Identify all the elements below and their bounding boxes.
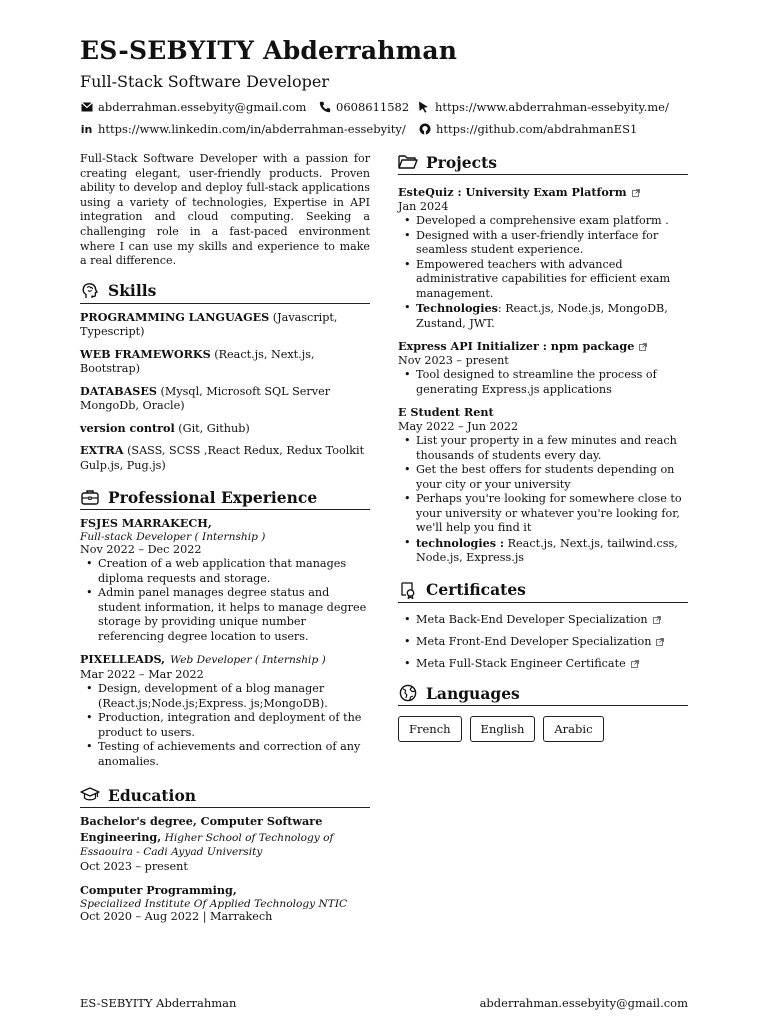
list-item	[410, 657, 688, 672]
education-entry	[80, 883, 370, 924]
phone-text: 0608611582	[336, 100, 410, 114]
skill-item: DATABASES (Mysql, Microsoft SQL Server MongoDb, Oracle)	[80, 383, 331, 413]
email-text: abderrahman.essebyity@gmail.com	[98, 100, 307, 114]
list-item: • Production, integration and deployment of the product to users.	[92, 711, 370, 740]
skill-item: WEB FRAMEWORKS (React.js, Next.js, Bootstrap)	[80, 346, 315, 376]
skill-item: version control (Git, Github)	[80, 420, 250, 435]
list-item	[410, 301, 688, 331]
skills-section-header	[80, 281, 370, 304]
certificate-name[interactable]: Meta Full-Stack Engineer Certificate	[416, 656, 626, 670]
right-column	[398, 152, 688, 742]
candidate-name: ES-SEBYITY Abderrahman	[80, 36, 458, 65]
github-icon	[418, 123, 431, 136]
languages-section-header	[398, 683, 688, 706]
external-link-icon[interactable]	[639, 343, 647, 351]
list-item: • Empowered teachers with advanced administrative capabilities for efficient exam management.	[410, 258, 688, 302]
list-item: • Testing of achievements and correction of any anomalies.	[92, 740, 370, 769]
experience-section-header	[80, 487, 370, 510]
project-entry	[398, 185, 688, 331]
list-item	[410, 613, 688, 628]
project-entry	[398, 339, 688, 397]
education-school: Specialized Institute Of Applied Technology NTIC	[80, 897, 348, 910]
skills-title: Skills	[108, 281, 157, 301]
project-name[interactable]: Express API Initializer : npm package	[398, 339, 635, 353]
job-bullets	[80, 557, 370, 644]
languages-title: Languages	[426, 683, 520, 703]
education-entry	[80, 814, 370, 874]
tech-value: React.js, Next.js, tailwind.css, Node.js, Express.js	[416, 536, 678, 564]
language-badge: French	[398, 716, 462, 742]
list-item: • Design, development of a blog manager (React.js;Node.js;Express. js;MongoDB).	[92, 682, 370, 711]
list-item: • Admin panel manages degree status and student information, it helps to manage degree storage by providing unique number referencing degree location to users.	[92, 586, 370, 644]
phone-contact[interactable]	[318, 100, 409, 114]
certificate-list	[398, 613, 688, 672]
certificate-name[interactable]: Meta Front-End Developer Specialization	[416, 634, 652, 648]
email-contact[interactable]	[80, 100, 306, 114]
education-degree: Bachelor's degree, Computer Software Engineering,	[80, 814, 323, 844]
list-item: • Designed with a user-friendly interface for seamless student experience.	[410, 229, 688, 258]
skill-item: EXTRA (SASS, SCSS ,React Redux, Redux Toolkit Gulp.js, Pug.js)	[80, 443, 365, 472]
brain-icon	[80, 281, 100, 301]
cursor-icon	[417, 101, 430, 114]
graduation-cap-icon	[80, 785, 100, 805]
github-contact[interactable]	[418, 122, 637, 136]
candidate-role: Full-Stack Software Developer	[80, 72, 330, 91]
linkedin-text: https://www.linkedin.com/in/abderrahman-essebyity/	[98, 122, 406, 136]
projects-title: Projects	[426, 152, 497, 172]
github-text: https://github.com/abdrahmanES1	[436, 122, 638, 136]
project-bullets	[398, 214, 688, 331]
certificates-title: Certificates	[426, 580, 526, 599]
list-item	[410, 536, 688, 566]
certificates-section-header	[398, 580, 688, 603]
tech-value: : React.js, Node.js, MongoDB, Zustand, JWT.	[416, 302, 668, 330]
list-item: • Get the best offers for students depending on your city or your university	[410, 463, 688, 492]
left-column	[80, 152, 370, 924]
linkedin-icon: in	[80, 122, 93, 136]
footer-email[interactable]: abderrahman.essebyity@gmail.com	[479, 996, 688, 1010]
job-bullets	[80, 682, 370, 769]
job-company: PIXELLEADS,	[80, 652, 166, 667]
project-date: Jan 2024	[398, 199, 449, 213]
list-item: • List your property in a few minutes and reach thousands of students every day.	[410, 434, 688, 463]
project-bullets	[398, 434, 688, 566]
certificate-icon	[398, 580, 418, 600]
briefcase-icon	[80, 487, 100, 507]
external-link-icon[interactable]	[656, 638, 664, 646]
website-contact[interactable]	[417, 100, 669, 114]
education-section-header	[80, 785, 370, 808]
tech-label: technologies :	[416, 535, 505, 550]
projects-section-header	[398, 152, 688, 175]
external-link-icon[interactable]	[631, 660, 639, 668]
external-link-icon[interactable]	[653, 616, 661, 624]
certificate-name[interactable]: Meta Back-End Developer Specialization	[416, 612, 648, 626]
globe-icon	[398, 683, 418, 703]
job-date: Mar 2022 – Mar 2022	[80, 667, 204, 681]
education-degree: Computer Programming,	[80, 883, 237, 898]
job-entry	[80, 516, 370, 644]
job-position: Full-stack Developer ( Internship )	[80, 530, 266, 543]
language-list	[398, 716, 688, 742]
job-position: Web Developer ( Internship )	[170, 654, 326, 667]
project-bullets	[398, 368, 688, 397]
project-date: Nov 2023 – present	[398, 353, 509, 367]
external-link-icon[interactable]	[632, 189, 640, 197]
language-badge: English	[470, 716, 536, 742]
education-date: Oct 2020 – Aug 2022 | Marrakech	[80, 909, 273, 923]
skill-item: PROGRAMMING LANGUAGES (Javascript, Typescript)	[80, 309, 338, 339]
folder-icon	[398, 152, 418, 172]
education-date: Oct 2023 – present	[80, 859, 188, 873]
list-item: • Perhaps you're looking for somewhere close to your university or whatever you're looking for, we'll help you find it	[410, 492, 688, 536]
language-badge: Arabic	[543, 716, 603, 742]
resume-page	[80, 0, 688, 1024]
education-school: Higher School of Technology of Essaouira - Cadi Ayyad University	[80, 831, 334, 859]
list-item: • Creation of a web application that manages diploma requests and storage.	[92, 557, 370, 586]
list-item	[410, 635, 688, 650]
tech-label: Technologies	[416, 301, 498, 315]
job-date: Nov 2022 – Dec 2022	[80, 542, 202, 556]
project-name[interactable]: EsteQuiz : University Exam Platform	[398, 185, 627, 199]
experience-title: Professional Experience	[108, 487, 318, 507]
list-item: • Tool designed to streamline the process of generating Express.js applications	[410, 368, 688, 397]
envelope-icon	[80, 101, 93, 114]
summary-text: Full-Stack Software Developer with a passion for creating elegant, user-friendly products. Proven ability to develop and deploy full-stack applications using a variety of technologies, Expertise in API integration and cloud computing. Seeking a challenging role in a fast-paced environment where I can use my skills and experience to make a real difference.	[80, 152, 370, 268]
project-entry	[398, 405, 688, 566]
footer-name: ES-SEBYITY Abderrahman	[80, 996, 237, 1010]
project-name: E Student Rent	[398, 405, 494, 419]
job-company: FSJES MARRAKECH,	[80, 516, 212, 531]
phone-icon	[318, 101, 331, 114]
education-title: Education	[108, 785, 197, 805]
website-text: https://www.abderrahman-essebyity.me/	[435, 100, 669, 114]
list-item: • Developed a comprehensive exam platform .	[410, 214, 688, 229]
project-date: May 2022 – Jun 2022	[398, 419, 519, 433]
job-entry	[80, 651, 370, 769]
linkedin-contact[interactable]	[80, 122, 406, 136]
